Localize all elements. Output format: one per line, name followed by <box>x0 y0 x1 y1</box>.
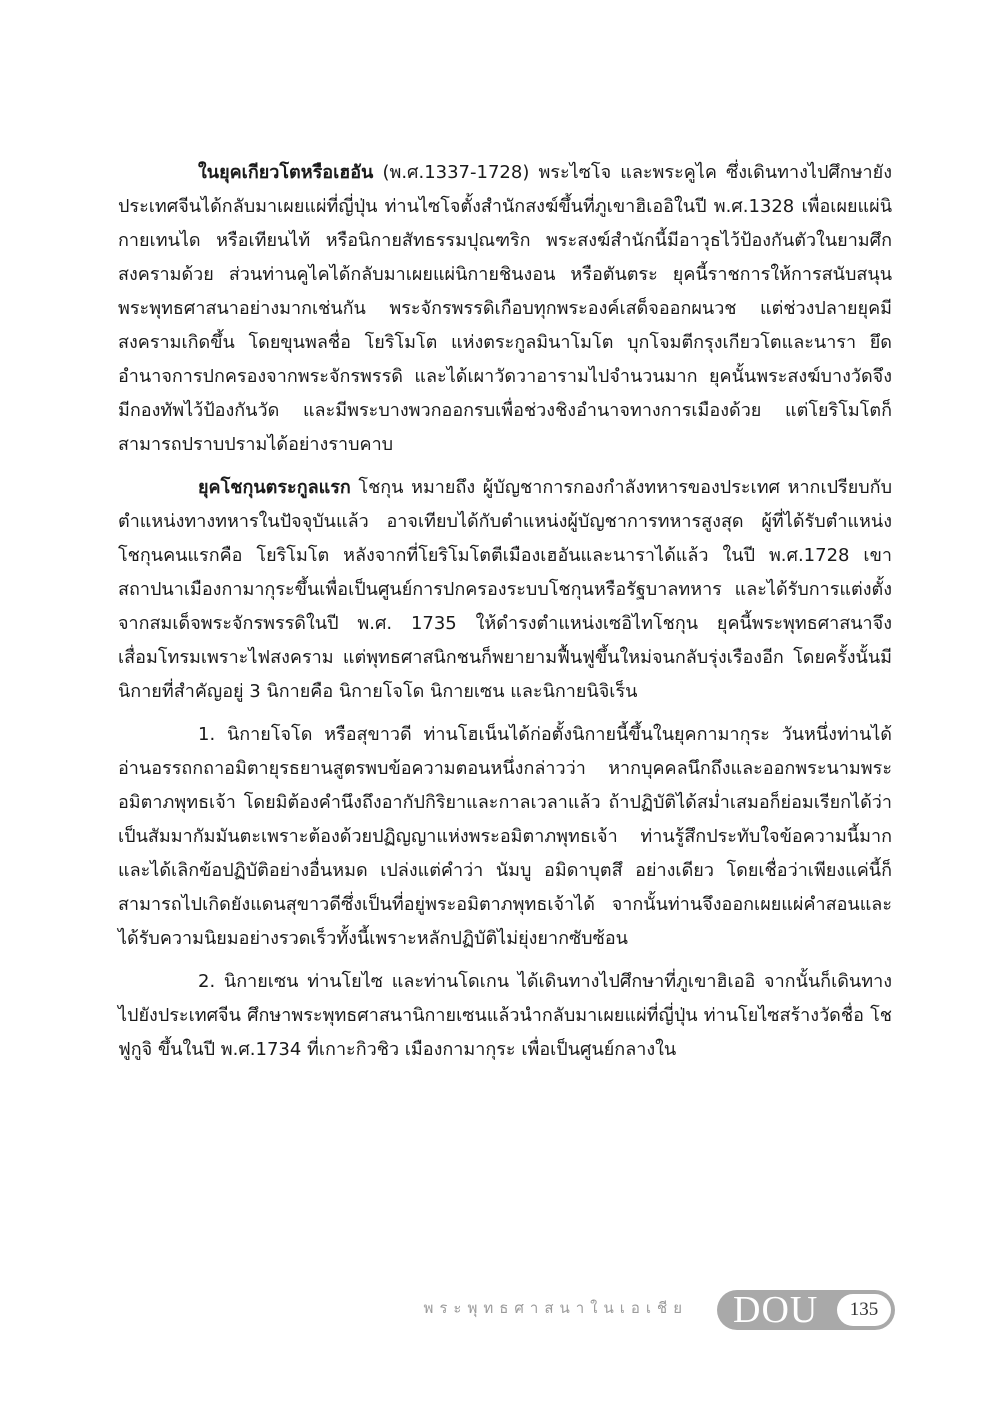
paragraph-text: 2. นิกายเซน ท่านโยไซ และท่านโดเกน ได้เดินทางไปศึกษาที่ภูเขาฮิเออิ จากนั้นก็เดินทางไปยังประเทศจีน ศึกษาพระพุทธศาสนานิกายเซนแล้วนำกลับมาเผยแผ่ที่ญี่ปุ่น ท่านโยไซสร้างวัดชื่อ โชฟูกูจิ ขึ้นในปี พ.ศ.1734 ที่เกาะกิวชิว เมืองกามากุระ เพื่อเป็นศูนย์กลางใน <box>118 971 892 1060</box>
paragraph-text: (พ.ศ.1337-1728) พระไซโจ และพระคูไค ซึ่งเดินทางไปศึกษายังประเทศจีนได้กลับมาเผยแผ่ที่ญี่ปุ่น ท่านไซโจตั้งสำนักสงฆ์ขึ้นที่ภูเขาฮิเออิในปี พ.ศ.1328 เพื่อเผยแผ่นิกายเทนได หรือเทียนไท้ หรือนิกายสัทธรรมปุณฑริก พระสงฆ์สำนักนี้มีอาวุธไว้ป้องกันตัวในยามศึกสงครามด้วย ส่วนท่านคูไคได้กลับมาเผยแผ่นิกายชินงอน หรือตันตระ ยุคนี้ราชการให้การสนับสนุนพระพุทธศาสนาอย่างมากเช่นกัน พระจักรพรรดิเกือบทุกพระองค์เสด็จออกผนวช แต่ช่วงปลายยุคมีสงครามเกิดขึ้น โดยขุนพลชื่อ โยริโมโต แห่งตระกูลมินาโมโต บุกโจมตีกรุงเกียวโตและนารา ยึดอำนาจการปกครองจากพระจักรพรรดิ และได้เผาวัดวาอารามไปจำนวนมาก ยุคนั้นพระสงฆ์บางวัดจึงมีกองทัพไว้ป้องกันวัด และมีพระบางพวกออกรบเพื่อช่วงชิงอำนาจทางการเมืองด้วย แต่โยริโมโตก็สามารถปราบปรามได้อย่างราบคาบ <box>118 162 892 455</box>
page-number: 135 <box>837 1294 891 1326</box>
page-footer <box>0 1290 1000 1330</box>
paragraph-lead: ยุคโชกุนตระกูลแรก <box>198 477 351 498</box>
footer-badge <box>717 1290 895 1330</box>
paragraph-jodo-sect <box>118 718 892 956</box>
dou-logo: DOU <box>733 1289 819 1331</box>
footer-book-title: พระพุทธศาสนาในเอเชีย <box>423 1299 688 1317</box>
paragraph-text: 1. นิกายโจโด หรือสุขาวดี ท่านโฮเน็นได้ก่อตั้งนิกายนี้ขึ้นในยุคกามากุระ วันหนึ่งท่านได้อ่านอรรถกถาอมิตายุรธยานสูตรพบข้อความตอนหนึ่งกล่าวว่า หากบุคคลนึกถึงและออกพระนามพระอมิตาภพุทธเจ้า โดยมิต้องคำนึงถึงอากัปกิริยาและกาลเวลาแล้ว ถ้าปฏิบัติได้สม่ำเสมอก็ย่อมเรียกได้ว่าเป็นสัมมากัมมันตะเพราะต้องด้วยปฏิญญาแห่งพระอมิตาภพุทธเจ้า ท่านรู้สึกประทับใจข้อความนี้มากและได้เลิกข้อปฏิบัติอย่างอื่นหมด เปล่งแต่คำว่า นัมบู อมิดาบุตสึ อย่างเดียว โดยเชื่อว่าเพียงแค่นี้ก็สามารถไปเกิดยังแดนสุขาวดีซึ่งเป็นที่อยู่พระอมิตาภพุทธเจ้าได้ จากนั้นท่านจึงออกเผยแผ่คำสอนและได้รับความนิยมอย่างรวดเร็วทั้งนี้เพราะหลักปฏิบัติไม่ยุ่งยากซับซ้อน <box>118 724 892 949</box>
page-body <box>118 156 892 1076</box>
paragraph-zen-sect <box>118 965 892 1067</box>
paragraph-lead: ในยุคเกียวโตหรือเฮอัน <box>198 162 374 183</box>
paragraph-first-shogunate <box>118 471 892 709</box>
paragraph-heian-era <box>118 156 892 462</box>
paragraph-text: โชกุน หมายถึง ผู้บัญชาการกองกำลังทหารของประเทศ หากเปรียบกับตำแหน่งทางทหารในปัจจุบันแล้ว อาจเทียบได้กับตำแหน่งผู้บัญชาการทหารสูงสุด ผู้ที่ได้รับตำแหน่งโชกุนคนแรกคือ โยริโมโต หลังจากที่โยริโมโตตีเมืองเฮอันและนาราได้แล้ว ในปี พ.ศ.1728 เขาสถาปนาเมืองกามากุระขึ้นเพื่อเป็นศูนย์การปกครองระบบโชกุนหรือรัฐบาลทหาร และได้รับการแต่งตั้งจากสมเด็จพระจักรพรรดิในปี พ.ศ. 1735 ให้ดำรงตำแหน่งเซอิไทโชกุน ยุคนี้พระพุทธศาสนาจึงเสื่อมโทรมเพราะไฟสงคราม แต่พุทธศาสนิกชนก็พยายามฟื้นฟูขึ้นใหม่จนกลับรุ่งเรืองอีก โดยครั้งนั้นมีนิกายที่สำคัญอยู่ 3 นิกายคือ นิกายโจโด นิกายเซน และนิกายนิจิเร็น <box>118 477 892 702</box>
